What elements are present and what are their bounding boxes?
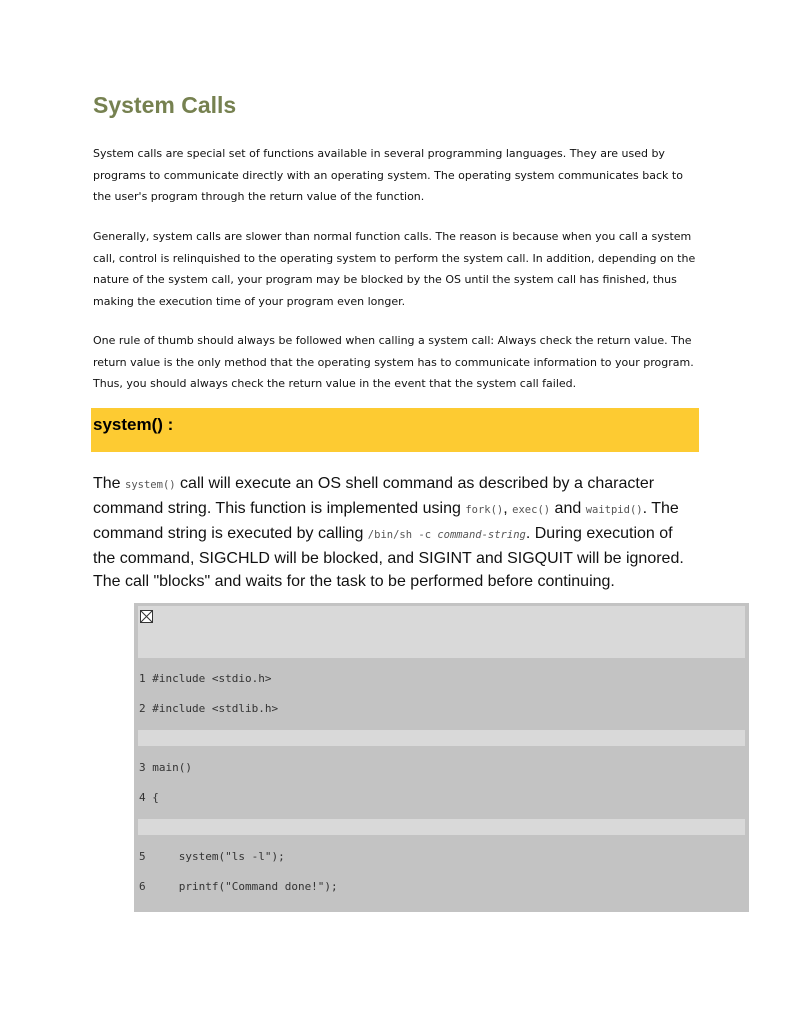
section-heading: system() : — [93, 415, 174, 434]
code-waitpid: waitpid() — [585, 504, 643, 516]
text-segment: The — [93, 475, 126, 492]
system-description — [93, 472, 699, 593]
text-segment: and — [550, 500, 586, 517]
code-fork: fork() — [465, 504, 504, 516]
code-blank-stripe — [138, 819, 745, 835]
code-line: 1 #include <stdio.h> — [139, 672, 272, 685]
text-segment: . During execution of the command, SIGCHLD will be blocked, and SIGINT and SIGQUIT will be ignored. The call "blocks" and waits for the task to be performed before continuing. — [93, 525, 684, 590]
code-line: 4 { — [139, 791, 159, 804]
text-segment: . The command string is executed by calling — [93, 500, 679, 542]
code-blank-stripe — [138, 730, 745, 746]
text-segment: , — [503, 500, 513, 517]
intro-paragraph: System calls are special set of functions available in several programming languages. They are used by programs to communicate directly with an operating system. The operating system communicates back to the user's program through the return value of the function. — [93, 147, 683, 204]
performance-paragraph: Generally, system calls are slower than normal function calls. The reason is because when you call a system call, control is relinquished to the operating system to perform the system call. In addition, depending on the nature of the system call, your program may be blocked by the OS until the system call has finished, thus making the execution time of your program even longer. — [93, 230, 696, 309]
code-line: 6 printf("Command done!"); — [139, 880, 338, 893]
code-line: 3 main() — [139, 761, 192, 774]
code-line: 2 #include <stdlib.h> — [139, 702, 279, 715]
code-command-string: command-string — [437, 529, 526, 541]
code-bin-sh: /bin/sh -c — [367, 529, 438, 541]
rule-of-thumb-paragraph: One rule of thumb should always be followed when calling a system call: Always check the return value. The return value is the only method that the operating system has to communicate information to your program. Thus, you should always check the return value in the event that the system call failed. — [93, 334, 694, 391]
page-title: System Calls — [93, 92, 237, 118]
code-system: system() — [125, 479, 176, 491]
section-header-band — [91, 408, 699, 452]
text-segment: call will execute an OS shell command as described by a character command string. This function is implemented using — [93, 475, 655, 517]
code-header-stripe — [138, 606, 745, 658]
code-line: 5 system("ls -l"); — [139, 850, 285, 863]
broken-image-icon — [140, 610, 153, 623]
code-exec: exec() — [512, 504, 551, 516]
code-listing — [134, 603, 749, 912]
